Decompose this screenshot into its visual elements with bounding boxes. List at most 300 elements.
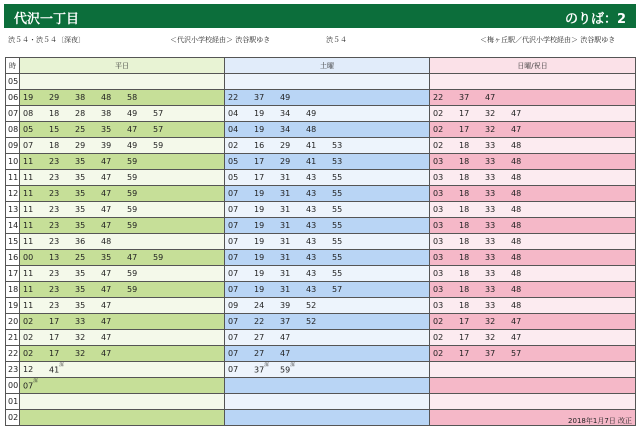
departure-minute: 04 (228, 125, 239, 134)
timetable-row (6, 250, 636, 266)
departure-minute: 07 (228, 189, 239, 198)
departure-minute: $37^深$ (254, 362, 269, 375)
departure-minute: 53 (332, 141, 343, 150)
departure-minute: 57 (153, 125, 164, 134)
saturday-minutes (225, 394, 429, 409)
departure-minute: 43 (306, 285, 317, 294)
weekday-cell (20, 410, 225, 426)
saturday-cell (225, 282, 430, 298)
hour-cell: 15 (6, 234, 20, 250)
weekday-cell (20, 106, 225, 122)
departure-minute: 47 (511, 317, 522, 326)
departure-minute: 02 (433, 333, 444, 342)
departure-minute: 33 (485, 173, 496, 182)
departure-minute: 47 (101, 189, 112, 198)
departure-minute: 39 (101, 141, 112, 150)
departure-minute: 23 (49, 189, 60, 198)
weekday-minutes (20, 90, 224, 105)
departure-minute: 47 (280, 349, 291, 358)
sunday-minutes (430, 74, 635, 89)
departure-minute: 55 (332, 253, 343, 262)
sunday-cell (430, 202, 636, 218)
departure-minute: 27 (254, 333, 265, 342)
departure-minute: 25 (75, 125, 86, 134)
hour-cell: 02 (6, 410, 20, 426)
header-bar (4, 4, 636, 28)
hour-column-header: 時 (6, 58, 20, 74)
departure-minute: 03 (433, 189, 444, 198)
departure-minute: 47 (101, 205, 112, 214)
weekday-minutes (20, 314, 224, 329)
departure-minute: 02 (23, 349, 34, 358)
saturday-cell (225, 266, 430, 282)
saturday-cell (225, 138, 430, 154)
hour-cell: 22 (6, 346, 20, 362)
weekday-minutes (20, 122, 224, 137)
saturday-minutes (225, 106, 429, 121)
saturday-minutes (225, 298, 429, 313)
departure-minute: 43 (306, 189, 317, 198)
departure-minute: 02 (23, 333, 34, 342)
weekday-minutes (20, 330, 224, 345)
departure-minute: 29 (280, 157, 291, 166)
revision-date: 2018年1月7日 改正 (568, 417, 632, 425)
departure-minute: 03 (433, 173, 444, 182)
saturday-cell (225, 122, 430, 138)
weekday-column-header: 平日 (20, 58, 225, 74)
departure-minute: 23 (49, 237, 60, 246)
right-route-code: 渋５４ (326, 36, 347, 44)
weekday-cell (20, 314, 225, 330)
departure-minute: 31 (280, 189, 291, 198)
timetable-row (6, 362, 636, 378)
weekday-cell (20, 346, 225, 362)
stop-name: 代沢一丁目 (14, 12, 80, 27)
departure-minute: 03 (433, 157, 444, 166)
weekday-minutes (20, 298, 224, 313)
sunday-cell (430, 138, 636, 154)
departure-minute: 32 (75, 349, 86, 358)
departure-minute: 33 (485, 301, 496, 310)
departure-minute: 34 (280, 109, 291, 118)
departure-minute: 47 (280, 333, 291, 342)
departure-minute: 52 (306, 301, 317, 310)
departure-minute: 48 (511, 157, 522, 166)
departure-minute: 41 (306, 141, 317, 150)
departure-minute: 03 (433, 221, 444, 230)
departure-minute: 23 (49, 285, 60, 294)
departure-minute: 57 (153, 109, 164, 118)
departure-minute: 47 (101, 157, 112, 166)
departure-minute: $59^深$ (280, 362, 295, 375)
departure-minute: 02 (433, 141, 444, 150)
departure-minute: 23 (49, 205, 60, 214)
saturday-minutes (225, 282, 429, 297)
departure-minute: 11 (23, 221, 34, 230)
platform-label: のりば：2 (564, 12, 626, 27)
departure-minute: 32 (75, 333, 86, 342)
saturday-minutes (225, 90, 429, 105)
timetable-row (6, 266, 636, 282)
departure-minute: 47 (101, 221, 112, 230)
departure-minute: 43 (306, 237, 317, 246)
saturday-minutes (225, 138, 429, 153)
hour-cell: 06 (6, 90, 20, 106)
weekday-minutes (20, 202, 224, 217)
departure-minute: 07 (228, 205, 239, 214)
sunday-cell (430, 378, 636, 394)
departure-minute: 43 (306, 173, 317, 182)
departure-minute: 59 (127, 157, 138, 166)
departure-minute: 48 (306, 125, 317, 134)
departure-minute: 33 (485, 237, 496, 246)
departure-minute: 55 (332, 189, 343, 198)
sunday-minutes (430, 90, 635, 105)
hour-cell: 23 (6, 362, 20, 378)
departure-minute: 47 (101, 285, 112, 294)
departure-minute: 37 (459, 93, 470, 102)
sunday-column-header: 日曜/祝日 (430, 58, 636, 74)
timetable-row (6, 106, 636, 122)
weekday-cell (20, 394, 225, 410)
departure-minute: 38 (75, 93, 86, 102)
sunday-minutes (430, 378, 635, 393)
weekday-cell (20, 378, 225, 394)
departure-minute: 09 (228, 301, 239, 310)
hour-cell: 19 (6, 298, 20, 314)
sunday-cell (430, 154, 636, 170)
timetable-row (6, 282, 636, 298)
departure-minute: 18 (459, 157, 470, 166)
departure-minute: 33 (485, 141, 496, 150)
departure-minute: 55 (332, 237, 343, 246)
departure-minute: 37 (485, 349, 496, 358)
hour-cell: 08 (6, 122, 20, 138)
departure-minute: 02 (433, 125, 444, 134)
departure-minute: 48 (511, 189, 522, 198)
departure-minute: 47 (101, 317, 112, 326)
departure-minute: 17 (254, 173, 265, 182)
departure-minute: 11 (23, 237, 34, 246)
hour-cell: 09 (6, 138, 20, 154)
sunday-minutes (430, 314, 635, 329)
saturday-cell (225, 234, 430, 250)
saturday-minutes (225, 218, 429, 233)
departure-minute: 00 (23, 253, 34, 262)
saturday-minutes (225, 170, 429, 185)
departure-minute: 33 (485, 205, 496, 214)
weekday-minutes (20, 74, 224, 89)
departure-minute: 07 (228, 365, 239, 374)
departure-minute: 03 (433, 301, 444, 310)
sunday-minutes (430, 266, 635, 281)
weekday-minutes (20, 234, 224, 249)
departure-minute: 18 (49, 141, 60, 150)
departure-minute: 47 (511, 333, 522, 342)
departure-minute: 48 (511, 253, 522, 262)
departure-minute: 17 (49, 349, 60, 358)
departure-minute: 18 (459, 301, 470, 310)
departure-minute: 03 (433, 237, 444, 246)
hour-cell: 11 (6, 170, 20, 186)
departure-minute: 55 (332, 173, 343, 182)
sunday-cell (430, 266, 636, 282)
sunday-cell (430, 186, 636, 202)
weekday-minutes (20, 218, 224, 233)
weekday-cell (20, 234, 225, 250)
departure-minute: 49 (127, 141, 138, 150)
departure-minute: 18 (49, 109, 60, 118)
departure-minute: 18 (459, 269, 470, 278)
departure-minute: 07 (228, 269, 239, 278)
departure-minute: 02 (433, 349, 444, 358)
departure-minute: 11 (23, 157, 34, 166)
sunday-cell (430, 282, 636, 298)
departure-minute: 43 (306, 205, 317, 214)
timetable-row (6, 314, 636, 330)
weekday-cell (20, 170, 225, 186)
sunday-cell (430, 362, 636, 378)
departure-minute: 02 (23, 317, 34, 326)
saturday-cell (225, 298, 430, 314)
timetable (5, 57, 636, 426)
departure-minute: 35 (75, 301, 86, 310)
departure-minute: 48 (511, 141, 522, 150)
departure-minute: 18 (459, 141, 470, 150)
departure-minute: 17 (254, 157, 265, 166)
sunday-cell (430, 234, 636, 250)
hour-cell: 01 (6, 394, 20, 410)
departure-minute: 47 (101, 333, 112, 342)
weekday-cell (20, 362, 225, 378)
departure-minute: 34 (280, 125, 291, 134)
weekday-minutes (20, 170, 224, 185)
departure-minute: 29 (280, 141, 291, 150)
departure-minute: 53 (332, 157, 343, 166)
departure-minute: 33 (75, 317, 86, 326)
saturday-cell (225, 378, 430, 394)
departure-minute: 23 (49, 221, 60, 230)
saturday-cell (225, 346, 430, 362)
departure-minute: 17 (459, 349, 470, 358)
timetable-row (6, 346, 636, 362)
saturday-minutes (225, 410, 429, 425)
departure-minute: 18 (459, 237, 470, 246)
saturday-cell (225, 154, 430, 170)
departure-minute: 22 (254, 317, 265, 326)
saturday-column-header: 土曜 (225, 58, 430, 74)
departure-minute: 48 (101, 93, 112, 102)
timetable-row (6, 154, 636, 170)
saturday-minutes (225, 346, 429, 361)
departure-minute: 33 (485, 189, 496, 198)
sunday-cell (430, 330, 636, 346)
departure-minute: 05 (228, 173, 239, 182)
departure-minute: 35 (75, 205, 86, 214)
hour-cell: 13 (6, 202, 20, 218)
departure-minute: 03 (433, 205, 444, 214)
departure-minute: 23 (49, 173, 60, 182)
departure-minute: 48 (511, 221, 522, 230)
departure-minute: 47 (485, 93, 496, 102)
departure-minute: 19 (254, 285, 265, 294)
weekday-minutes (20, 154, 224, 169)
weekday-cell (20, 90, 225, 106)
departure-minute: 18 (459, 253, 470, 262)
saturday-minutes (225, 122, 429, 137)
departure-minute: 22 (228, 93, 239, 102)
sunday-minutes (430, 138, 635, 153)
departure-minute: 37 (254, 93, 265, 102)
saturday-minutes (225, 74, 429, 89)
departure-minute: 39 (280, 301, 291, 310)
departure-minute: 33 (485, 157, 496, 166)
weekday-minutes (20, 410, 224, 425)
departure-minute: 11 (23, 189, 34, 198)
timetable-row (6, 90, 636, 106)
departure-minute: 59 (127, 173, 138, 182)
departure-minute: 52 (306, 317, 317, 326)
sunday-minutes (430, 346, 635, 361)
departure-minute: 08 (23, 109, 34, 118)
right-route-destination: ＜梅ヶ丘駅／代沢小学校経由＞ 渋谷駅ゆき (480, 36, 616, 44)
hour-cell: 00 (6, 378, 20, 394)
departure-minute: 18 (459, 285, 470, 294)
departure-minute: 03 (433, 269, 444, 278)
departure-minute: 18 (459, 221, 470, 230)
departure-minute: 11 (23, 285, 34, 294)
hour-cell: 10 (6, 154, 20, 170)
late-night-mark: 深 (59, 362, 64, 368)
departure-minute: 37 (280, 317, 291, 326)
departure-minute: 19 (254, 109, 265, 118)
saturday-minutes (225, 250, 429, 265)
departure-minute: 19 (254, 189, 265, 198)
weekday-minutes (20, 138, 224, 153)
departure-minute: 02 (433, 109, 444, 118)
sunday-cell (430, 218, 636, 234)
departure-minute: 43 (306, 221, 317, 230)
weekday-minutes (20, 346, 224, 361)
timetable-row (6, 378, 636, 394)
departure-minute: 59 (127, 221, 138, 230)
timetable-row (6, 298, 636, 314)
departure-minute: 47 (511, 109, 522, 118)
departure-minute: 29 (49, 93, 60, 102)
departure-minute: 33 (485, 269, 496, 278)
weekday-minutes (20, 186, 224, 201)
departure-minute: 31 (280, 269, 291, 278)
sunday-minutes (430, 170, 635, 185)
sunday-minutes (430, 218, 635, 233)
departure-minute: 48 (511, 285, 522, 294)
departure-minute: 18 (459, 173, 470, 182)
weekday-cell (20, 122, 225, 138)
departure-minute: 11 (23, 301, 34, 310)
departure-minute: 07 (228, 333, 239, 342)
departure-minute: 23 (49, 301, 60, 310)
saturday-cell (225, 170, 430, 186)
departure-minute: 24 (254, 301, 265, 310)
departure-minute: 35 (75, 157, 86, 166)
departure-minute: 23 (49, 157, 60, 166)
departure-minute: 07 (228, 253, 239, 262)
departure-minute: 18 (459, 205, 470, 214)
departure-minute: 35 (75, 189, 86, 198)
departure-minute: 32 (485, 333, 496, 342)
saturday-cell (225, 410, 430, 426)
departure-minute: 59 (127, 205, 138, 214)
departure-minute: 32 (485, 109, 496, 118)
departure-minute: 49 (306, 109, 317, 118)
departure-minute: 59 (153, 141, 164, 150)
sunday-minutes (430, 234, 635, 249)
departure-minute: 11 (23, 173, 34, 182)
timetable-row (6, 186, 636, 202)
departure-minute: 07 (228, 237, 239, 246)
departure-minute: 41 (306, 157, 317, 166)
departure-minute: 17 (459, 333, 470, 342)
weekday-cell (20, 250, 225, 266)
departure-minute: 47 (101, 301, 112, 310)
departure-minute: 19 (254, 221, 265, 230)
timetable-row (6, 122, 636, 138)
sunday-minutes (430, 154, 635, 169)
departure-minute: $41^深$ (49, 362, 64, 375)
timetable-row (6, 330, 636, 346)
saturday-minutes (225, 266, 429, 281)
timetable-row (6, 218, 636, 234)
departure-minute: 07 (228, 317, 239, 326)
saturday-minutes (225, 154, 429, 169)
sunday-minutes (430, 282, 635, 297)
saturday-minutes (225, 234, 429, 249)
departure-minute: 17 (459, 317, 470, 326)
timetable-body (6, 74, 636, 426)
departure-minute: 16 (254, 141, 265, 150)
departure-minute: 48 (511, 269, 522, 278)
departure-minute: 31 (280, 253, 291, 262)
sunday-minutes (430, 250, 635, 265)
saturday-cell (225, 186, 430, 202)
sunday-minutes (430, 362, 635, 377)
departure-minute: 58 (127, 93, 138, 102)
departure-minute: 13 (49, 253, 60, 262)
weekday-minutes (20, 362, 224, 377)
departure-minute: 38 (101, 109, 112, 118)
departure-minute: 07 (23, 141, 34, 150)
departure-minute: 03 (433, 253, 444, 262)
departure-minute: 47 (127, 253, 138, 262)
timetable-row (6, 74, 636, 90)
sunday-cell (430, 298, 636, 314)
saturday-minutes (225, 362, 429, 377)
departure-minute: 55 (332, 205, 343, 214)
sunday-cell (430, 106, 636, 122)
departure-minute: 23 (49, 269, 60, 278)
departure-minute: 11 (23, 205, 34, 214)
departure-minute: 07 (228, 349, 239, 358)
late-night-mark: 深 (33, 378, 38, 384)
departure-minute: 18 (459, 189, 470, 198)
departure-minute: 43 (306, 253, 317, 262)
saturday-cell (225, 218, 430, 234)
sunday-cell (430, 122, 636, 138)
departure-minute: 35 (75, 173, 86, 182)
timetable-row (6, 138, 636, 154)
timetable-row (6, 170, 636, 186)
departure-minute: 47 (101, 349, 112, 358)
